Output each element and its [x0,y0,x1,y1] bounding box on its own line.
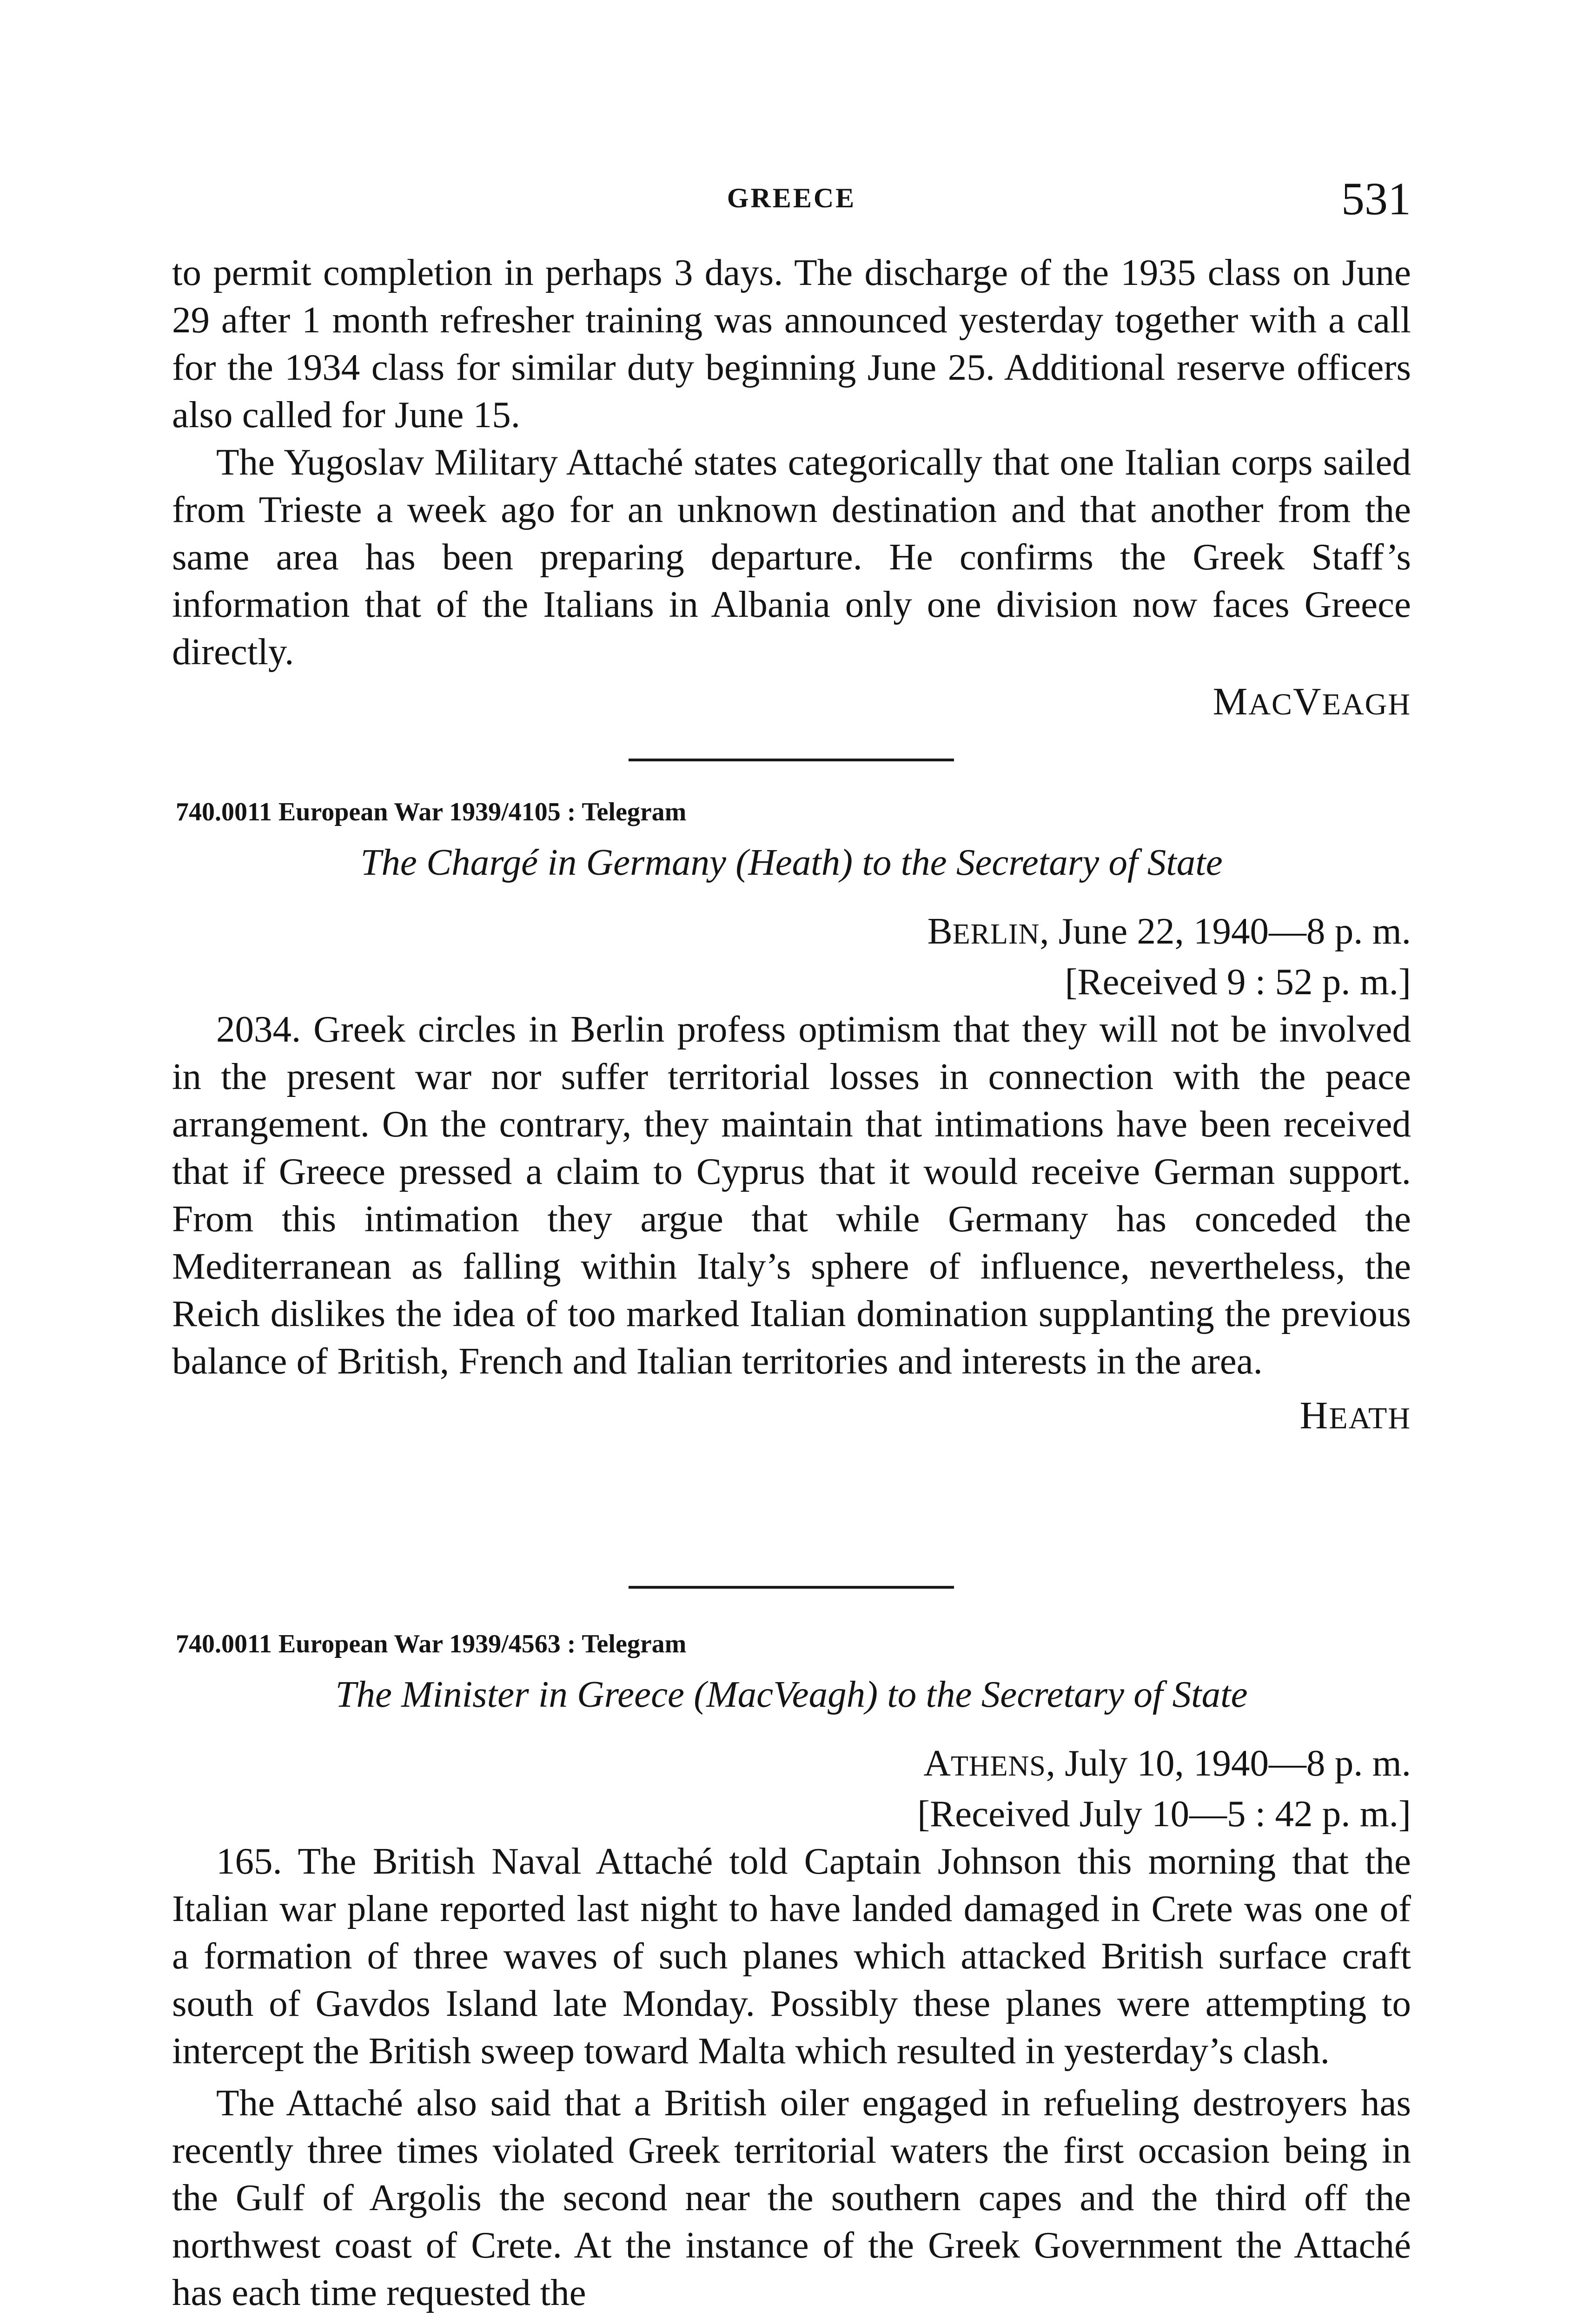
continuation-paragraph-2: The Yugoslav Military Attaché states categorically that one Italian corps sailed from Trieste a week ago for an unknown destination and that another from the same area has been preparing departure. He confirms the Greek Staff’s information that of the Italians in Albania only one division now faces Greece directly. [172,441,1411,673]
section-divider-1 [629,759,954,761]
signature-heath: HEATH [1299,1394,1411,1437]
file-reference: 740.0011 European War 1939/4105 : Telegram [176,798,687,826]
running-head-title: GREECE [727,183,856,213]
telegram-body: 2034. Greek circles in Berlin profess optimism that they will not be involved in the present war nor suffer territorial losses in connection with the peace arrangement. On the contrary, they maintain that intimations have been received that if Greece pressed a claim to Cyprus that it would receive German support. From this intimation they argue that while Germany has conceded the Mediterranean as falling within Italy’s sphere of influence, nevertheless, the Reich dislikes the idea of too marked Italian domination supplanting the previous balance of British, French and Italian territories and interests in the area. [172,1008,1411,1382]
received-line: [Received 9 : 52 p. m.] [1065,961,1411,1003]
file-reference: 740.0011 European War 1939/4563 : Telegram [176,1630,687,1658]
page-number: 531 [1341,173,1411,224]
document-heading: The Minister in Greece (MacVeagh) to the Secretary of State [335,1673,1248,1715]
telegram-body-paragraph-2: The Attaché also said that a British oiler engaged in refueling destroyers has recently three times violated Greek territorial waters the first occasion being in the Gulf of Argolis the second near the southern capes and the third off the northwest coast of Crete. At the instance of the Greek Government the Attaché has each time requested the [172,2082,1411,2313]
section-divider-2 [629,1586,954,1589]
place-date-line: BERLIN, June 22, 1940—8 p. m. [927,910,1411,952]
document-heading: The Chargé in Germany (Heath) to the Secretary of State [360,841,1223,883]
continuation-section [172,249,1411,724]
document-4105 [172,797,1411,1438]
received-line: [Received July 10—5 : 42 p. m.] [917,1793,1411,1835]
document-4563 [172,1629,1411,2316]
continuation-paragraph-1: to permit completion in perhaps 3 days. The discharge of the 1935 class on June 29 after 1 month refresher training was announced yesterday together with a call for the 1934 class for similar duty beginning June 25. Additional reserve officers also called for June 15. [172,251,1411,436]
running-head [172,172,1411,223]
telegram-body-paragraph-1: 165. The British Naval Attaché told Captain Johnson this morning that the Italian war plane reported last night to have landed damaged in Crete was one of a formation of three waves of such planes which attacked British surface craft south of Gavdos Island late Monday. Possibly these planes were attempting to intercept the British sweep toward Malta which resulted in yesterday’s clash. [172,1840,1411,2072]
place-date-line: ATHENS, July 10, 1940—8 p. m. [923,1742,1411,1784]
signature-macveagh: MACVEAGH [1212,680,1411,723]
